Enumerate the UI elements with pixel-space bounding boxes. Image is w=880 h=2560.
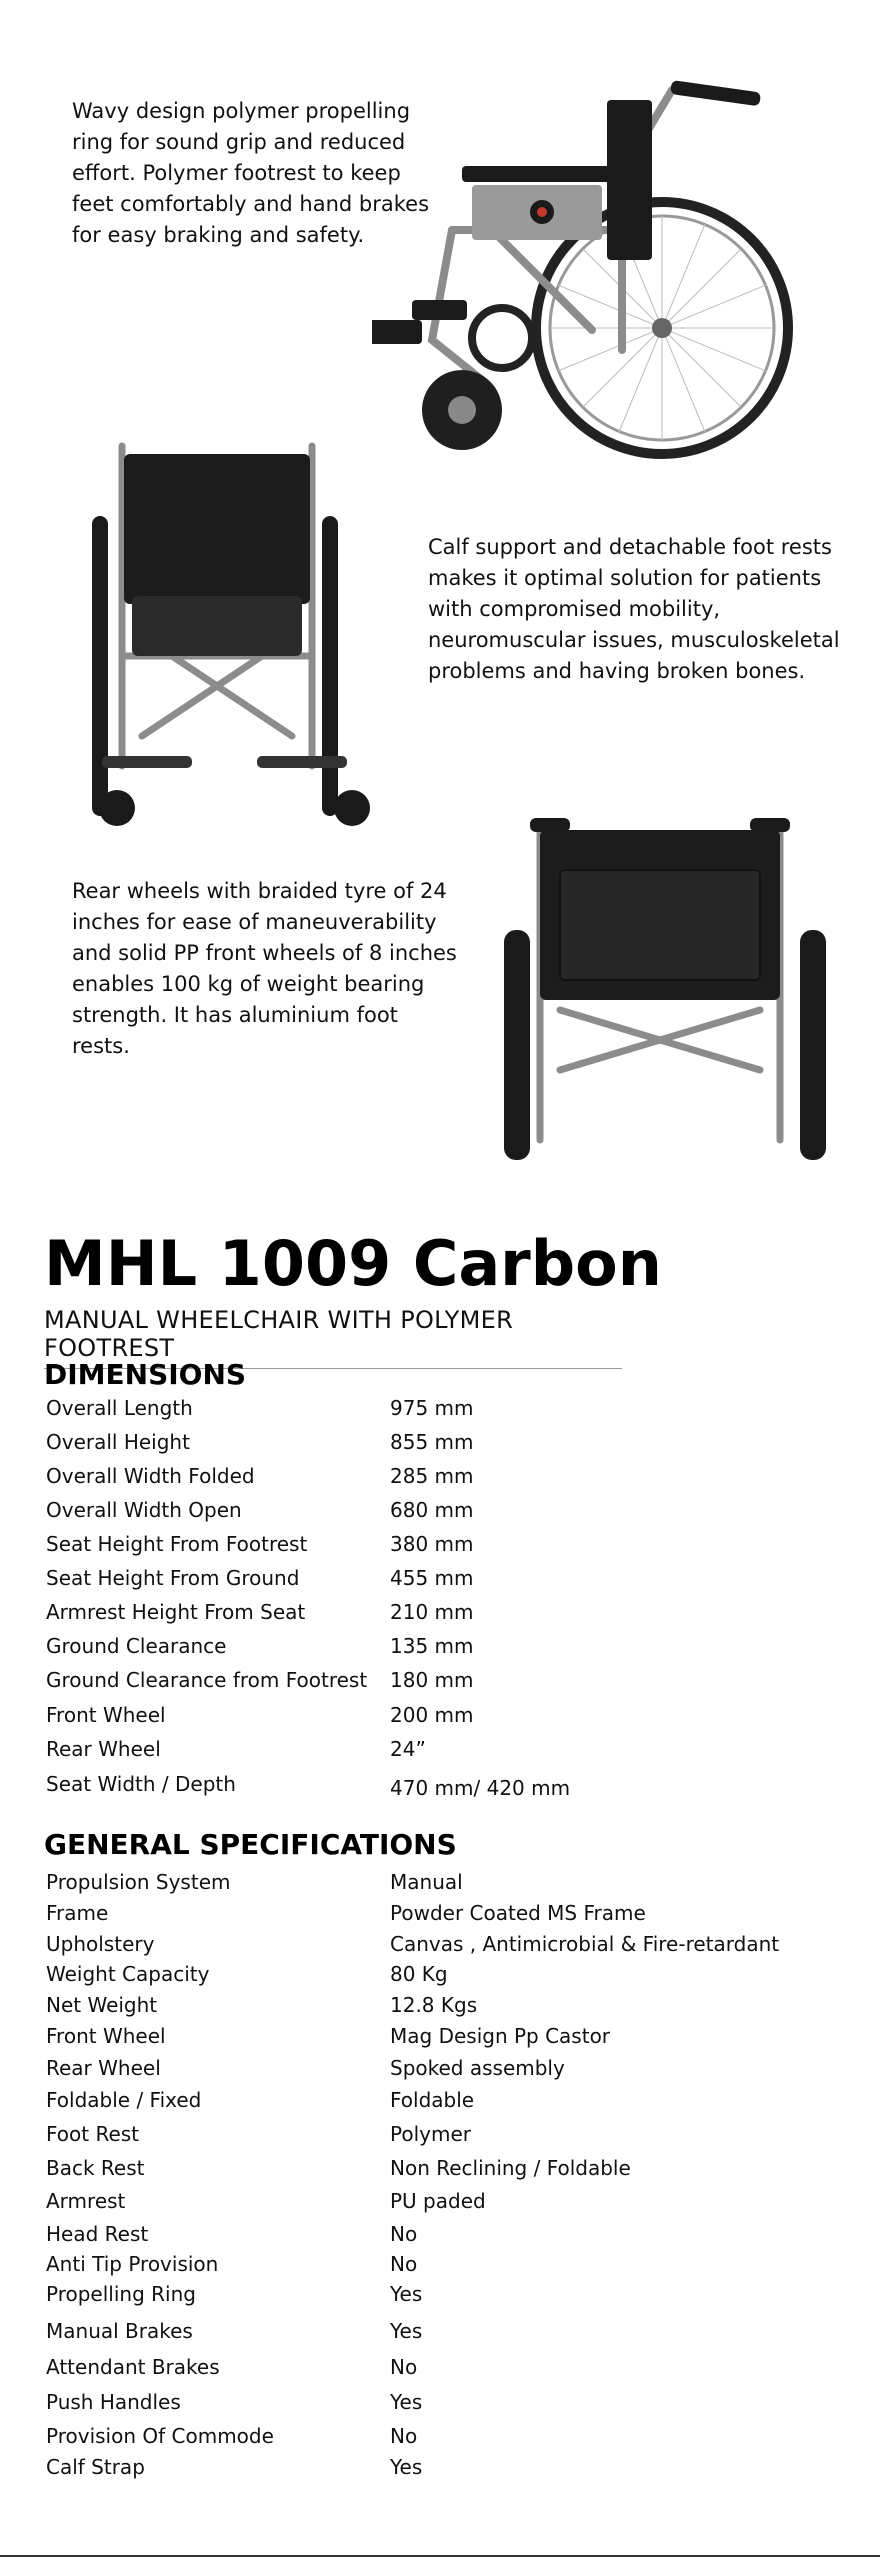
- spec-value: 80 Kg: [390, 1962, 448, 1986]
- spec-value: No: [390, 2355, 418, 2379]
- product-title: MHL 1009 Carbon: [44, 1227, 662, 1300]
- spec-label: Weight Capacity: [46, 1962, 210, 1986]
- spec-label: Foldable / Fixed: [46, 2088, 202, 2112]
- spec-value: 455 mm: [390, 1566, 474, 1590]
- spec-value: Foldable: [390, 2088, 475, 2112]
- general-specifications-heading: GENERAL SPECIFICATIONS: [44, 1828, 457, 1861]
- spec-value: 380 mm: [390, 1532, 474, 1556]
- spec-value: 285 mm: [390, 1464, 474, 1488]
- spec-label: Front Wheel: [46, 1703, 166, 1727]
- spec-value: Polymer: [390, 2122, 471, 2146]
- spec-value: Manual: [390, 1870, 463, 1894]
- spec-value: 24”: [390, 1737, 426, 1761]
- spec-value: Mag Design Pp Castor: [390, 2024, 611, 2048]
- dimensions-heading: DIMENSIONS: [44, 1358, 247, 1391]
- spec-value: No: [390, 2424, 418, 2448]
- spec-value: 470 mm/ 420 mm: [390, 1776, 571, 1800]
- feature-text-propelling-ring: Wavy design polymer propelling ring for sound grip and reduced effort. Polymer footrest to keep feet comfortably and hand brakes for easy braking and safety.: [72, 99, 430, 247]
- spec-label: Overall Length: [46, 1396, 193, 1420]
- spec-label: Propelling Ring: [46, 2282, 196, 2306]
- feature-text-calf-support: Calf support and detachable foot rests makes it optimal solution for patients with compromised mobility, neuromuscular issues, musculoskeletal problems and having broken bones.: [428, 535, 840, 683]
- spec-label: Propulsion System: [46, 1870, 231, 1894]
- spec-label: Back Rest: [46, 2156, 145, 2180]
- spec-label: Ground Clearance: [46, 1634, 227, 1658]
- feature-text-rear-wheels: Rear wheels with braided tyre of 24 inches for ease of maneuverability and solid PP front wheels of 8 inches enables 100 kg of weight bearing strength. It has aluminium foot rests.: [72, 879, 457, 1058]
- spec-label: Seat Height From Ground: [46, 1566, 300, 1590]
- spec-value: 12.8 Kgs: [390, 1993, 478, 2017]
- spec-value: Yes: [390, 2319, 423, 2343]
- spec-value: Yes: [390, 2282, 423, 2306]
- spec-label: Calf Strap: [46, 2455, 145, 2479]
- spec-label: Armrest: [46, 2189, 126, 2213]
- bottom-divider: [0, 2555, 880, 2557]
- spec-label: Rear Wheel: [46, 2056, 161, 2080]
- spec-value: 680 mm: [390, 1498, 474, 1522]
- spec-value: 210 mm: [390, 1600, 474, 1624]
- spec-value: Powder Coated MS Frame: [390, 1901, 646, 1925]
- spec-value: Spoked assembly: [390, 2056, 565, 2080]
- product-subtitle: MANUAL WHEELCHAIR WITH POLYMER FOOTREST: [44, 1306, 622, 1369]
- spec-label: Upholstery: [46, 1932, 155, 1956]
- spec-label: Head Rest: [46, 2222, 149, 2246]
- spec-value: Canvas , Antimicrobial & Fire-retardant: [390, 1932, 780, 1956]
- spec-value: 200 mm: [390, 1703, 474, 1727]
- wheelchair-rear-photo: [500, 810, 830, 1180]
- spec-label: Seat Width / Depth: [46, 1772, 236, 1796]
- spec-value: 180 mm: [390, 1668, 474, 1692]
- spec-label: Manual Brakes: [46, 2319, 193, 2343]
- spec-label: Seat Height From Footrest: [46, 1532, 308, 1556]
- spec-label: Overall Width Open: [46, 1498, 242, 1522]
- spec-label: Rear Wheel: [46, 1737, 161, 1761]
- wheelchair-front-photo: [72, 436, 372, 836]
- spec-label: Anti Tip Provision: [46, 2252, 219, 2276]
- spec-label: Push Handles: [46, 2390, 181, 2414]
- spec-label: Attendant Brakes: [46, 2355, 220, 2379]
- spec-label: Overall Height: [46, 1430, 190, 1454]
- spec-label: Frame: [46, 1901, 109, 1925]
- spec-value: No: [390, 2252, 418, 2276]
- spec-value: PU paded: [390, 2189, 486, 2213]
- spec-value: 975 mm: [390, 1396, 474, 1420]
- spec-label: Ground Clearance from Footrest: [46, 1668, 368, 1692]
- spec-label: Front Wheel: [46, 2024, 166, 2048]
- spec-value: Yes: [390, 2390, 423, 2414]
- spec-label: Overall Width Folded: [46, 1464, 255, 1488]
- spec-value: Yes: [390, 2455, 423, 2479]
- spec-label: Foot Rest: [46, 2122, 140, 2146]
- spec-label: Provision Of Commode: [46, 2424, 274, 2448]
- spec-label: Armrest Height From Seat: [46, 1600, 306, 1624]
- wheelchair-side-photo: [372, 80, 812, 480]
- spec-value: No: [390, 2222, 418, 2246]
- spec-label: Net Weight: [46, 1993, 158, 2017]
- spec-value: Non Reclining / Foldable: [390, 2156, 631, 2180]
- spec-value: 135 mm: [390, 1634, 474, 1658]
- spec-value: 855 mm: [390, 1430, 474, 1454]
